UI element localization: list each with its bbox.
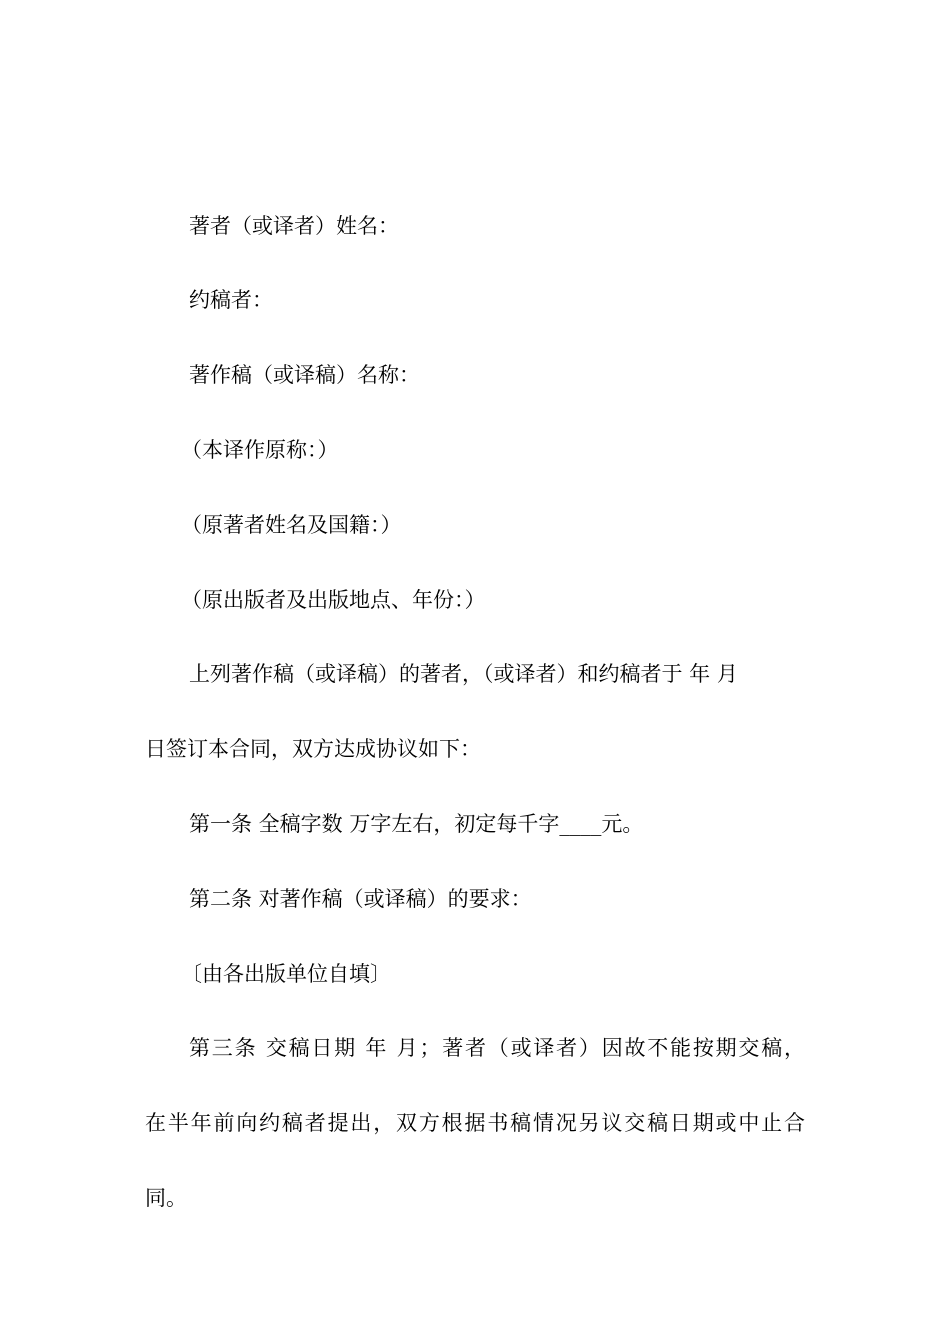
article-3-line-1: 第三条 交稿日期 年 月；著者（或译者）因故不能按期交稿， [189, 1036, 805, 1060]
work-title-line: 著作稿（或译稿）名称： [189, 363, 420, 387]
article-3-line-2: 在半年前向约稿者提出，双方根据书稿情况另议交稿日期或中止合 [145, 1111, 805, 1135]
original-author-line: （原著者姓名及国籍：） [181, 513, 402, 537]
article-2-note-line: 〔由各出版单位自填〕 [181, 962, 391, 986]
intro-paragraph-line-2: 日签订本合同，双方达成协议如下： [145, 737, 481, 761]
commissioner-line: 约稿者： [189, 288, 273, 312]
article-2-line: 第二条 对著作稿（或译稿）的要求： [189, 887, 532, 911]
intro-paragraph-line-1: 上列著作稿（或译稿）的著者，（或译者）和约稿者于 年 月 [189, 662, 738, 686]
original-title-line: （本译作原称：） [181, 438, 339, 462]
original-publisher-line: （原出版者及出版地点、年份：） [181, 588, 486, 612]
author-name-line: 著者（或译者）姓名： [189, 214, 399, 238]
article-1-line: 第一条 全稿字数 万字左右，初定每千字____元。 [189, 812, 644, 836]
article-3-line-3: 同。 [145, 1186, 187, 1210]
